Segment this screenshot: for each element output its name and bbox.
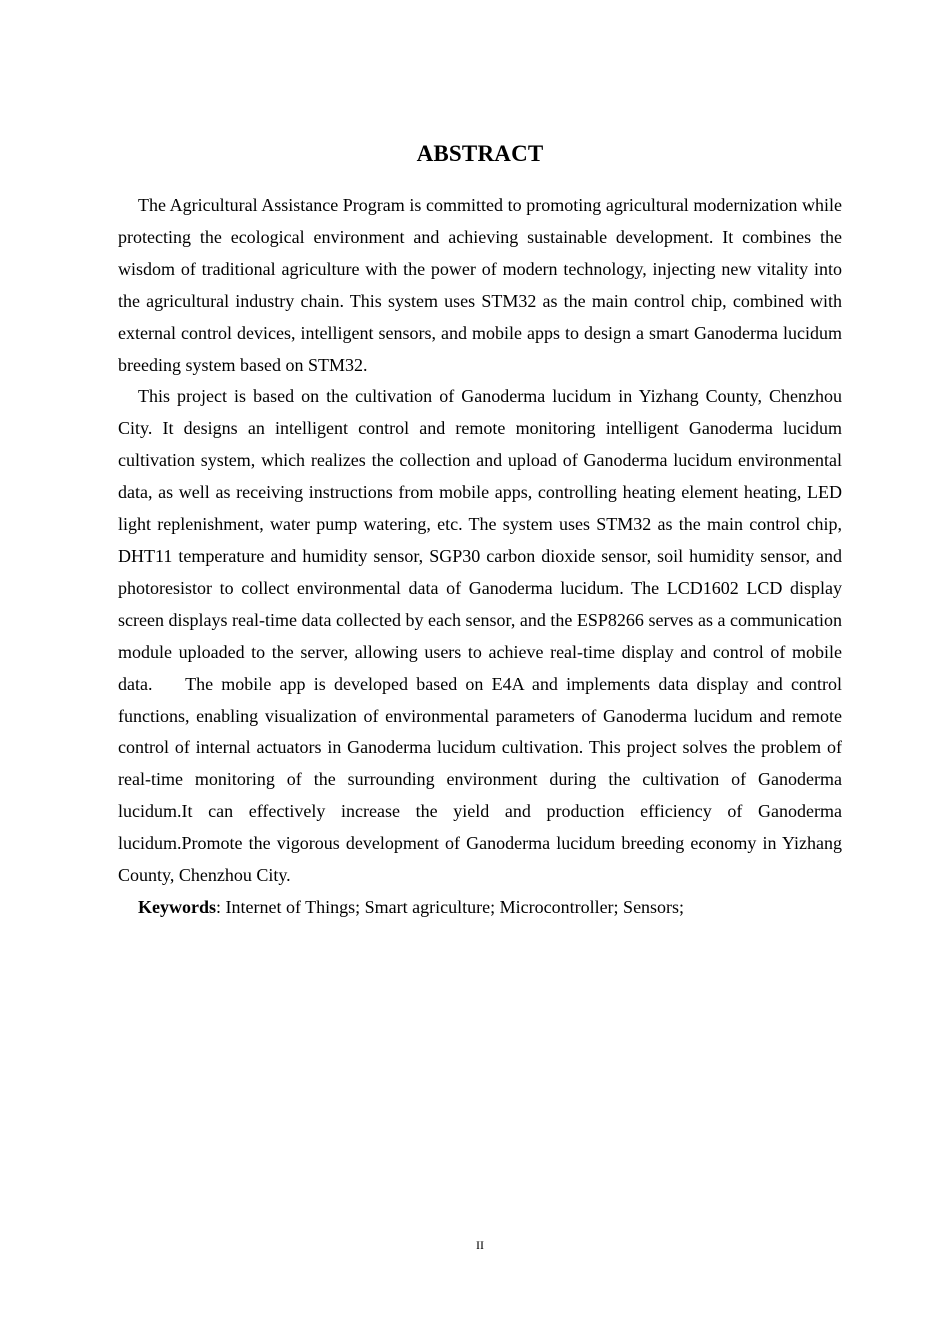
abstract-body [118, 190, 842, 924]
abstract-title: ABSTRACT [416, 141, 544, 166]
abstract-paragraph-1: The Agricultural Assistance Program is committed to promoting agricultural modernization while protecting the ecological environment and achieving sustainable development. It combines the wisdom of traditional agriculture with the power of modern technology, injecting new vitality into the agricultural industry chain. This system uses STM32 as the main control chip, combined with external control devices, intelligent sensors, and mobile apps to design a smart Ganoderma lucidum breeding system based on STM32. [118, 195, 842, 375]
keywords-line [118, 892, 842, 924]
abstract-paragraph-2: This project is based on the cultivation of Ganoderma lucidum in Yizhang County, Chenzhou City. It designs an intelligent control and remote monitoring intelligent Ganoderma lucidum cultivation system, which realizes the collection and upload of Ganoderma lucidum environmental data, as well as receiving instructions from mobile apps, controlling heating element heating, LED light replenishment, water pump watering, etc. The system uses STM32 as the main control chip, DHT11 temperature and humidity sensor, SGP30 carbon dioxide sensor, soil humidity sensor, and photoresistor to collect environmental data of Ganoderma lucidum. The LCD1602 LCD display screen displays real-time data collected by each sensor, and the ESP8266 serves as a communication module uploaded to the server, allowing users to achieve real-time display and control of mobile data. The mobile app is developed based on E4A and implements data display and control functions, enabling visualization of environmental parameters of Ganoderma lucidum and remote control of internal actuators in Ganoderma lucidum cultivation. This project solves the problem of real-time monitoring of the surrounding environment during the cultivation of Ganoderma lucidum.It can effectively increase the yield and production efficiency of Ganoderma lucidum.Promote the vigorous development of Ganoderma lucidum breeding economy in Yizhang County, Chenzhou City. [118, 386, 842, 886]
page-number: II [476, 1238, 484, 1252]
keywords-label: Keywords [138, 896, 216, 917]
keywords-text: : Internet of Things; Smart agriculture; Microcontroller; Sensors; [216, 896, 685, 917]
